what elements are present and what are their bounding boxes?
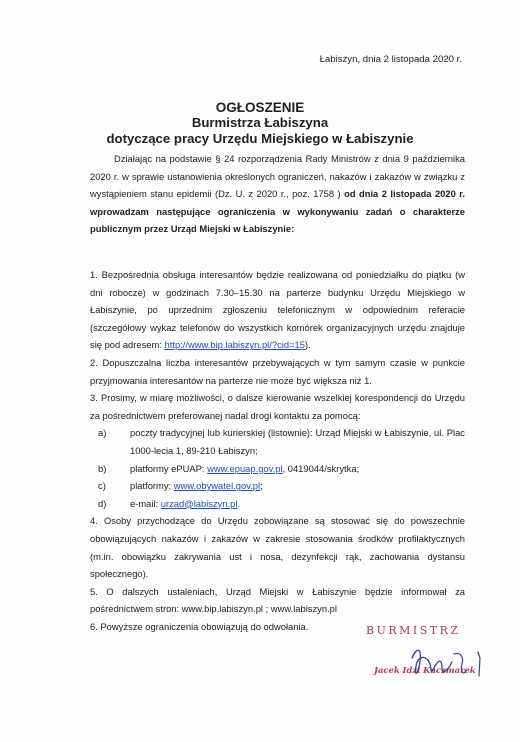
intro-plain-text: Działając na podstawie § 24 rozporządzenia Rady Ministrów z dnia 9 października 2020 r. w sprawie ustanowienia określonych ograniczeń, nakazów i zakazów w związku z wystąpieniem stanu epidemii (Dz. U. z 2020 r., poz. 1758 ) — [90, 153, 465, 200]
point-1-end: ). — [304, 339, 311, 351]
email-suffix: . — [237, 497, 241, 509]
sub-letter-d: d) — [98, 497, 107, 509]
heading-title: OGŁOSZENIE — [215, 100, 305, 115]
epuap-link[interactable]: www.epuap.gov.pl — [207, 462, 283, 474]
heading-subtitle-mayor: Burmistrza Łabiszyna — [191, 115, 329, 130]
email-link[interactable]: urzad@labiszyn.pl — [160, 497, 238, 509]
point-6: 6. Powyższe ograniczenia obowiązują do odwołania. — [90, 620, 309, 632]
contact-method-epuap — [98, 460, 465, 478]
mayor-stamp — [360, 618, 500, 688]
heading-subtitle-topic: dotyczące pracy Urzędu Miejskiego w Łabiszynie — [106, 130, 414, 146]
sub-letter-a: a) — [98, 427, 107, 439]
point-1-text: 1. Bezpośrednia obsługa interesantów będzie realizowana od poniedziałku do piątku (w dni robocze) w godzinach 7.30–15.30 na parterze budynku Urzędu Miejskiego w Łabiszynie, po uprzednim zgłoszeniu telefonicznym w odpowiednim referacie (szczegółowy wykaz telefonów do wszystkich komórek organizacyjnych urzędu znajduje się pod adresem: — [90, 269, 465, 351]
contact-method-mail-text: poczty tradycyjnej lub kurierskiej (listownie): Urząd Miejski w Łabiszynie, ul. Plac 1000-lecia 1, 89-210 Łabiszyn; — [130, 427, 465, 456]
point-2: 2. Dopuszczalna liczba interesantów przebywających w tym samym czasie w punkcie przyjmowania interesantów na parterze nie może być większa niż 1. — [90, 356, 465, 386]
points-list — [90, 266, 465, 635]
date-line: Łabiszyn, dnia 2 listopada 2020 r. — [319, 54, 462, 65]
stamp-title: BURMISTRZ — [366, 624, 461, 637]
contact-method-mail — [98, 424, 465, 459]
stamp-name: Jacek Idzi Kaczmarek — [374, 665, 476, 675]
sub-letter-c: c) — [98, 480, 106, 492]
point-3: 3. Prosimy, w miarę możliwości, o dalsze kierowanie wszelkiej korespondencji do Urzędu za pośrednictwem preferowanej nadal drogi kontaktu za pomocą: — [90, 392, 465, 421]
contact-methods-list — [90, 424, 465, 512]
sub-letter-b: b) — [98, 462, 107, 474]
email-label: e-mail: — [130, 497, 161, 509]
intro-bold-text: od dnia 2 listopada 2020 r. wprowadzam następujące ograniczenia w wykonywaniu zadań o charakterze publicznym przez Urząd Miejski w Łabiszynie: — [90, 188, 465, 235]
contact-method-email — [98, 495, 465, 513]
epuap-suffix: , 0419044/skrytka; — [282, 462, 360, 474]
contact-method-obywatel — [98, 477, 465, 495]
intro-paragraph — [90, 150, 465, 238]
point-4: 4. Osoby przychodzące do Urzędu zobowiązane są stosować się do powszechnie obowiązujących nakazów i zakazów w zakresie stosowania środków profilaktycznych (m.in. obowiązku zakrywania ust i nosa, dezynfekcji rąk, zachowania dystansu społecznego). — [90, 515, 465, 580]
obywatel-suffix: ; — [260, 480, 263, 492]
point-5: 5. O dalszych ustaleniach, Urząd Miejski w Łabiszynie będzie informował za pośrednictwem stron: www.bip.labiszyn.pl ; www.labiszyn.pl — [90, 585, 465, 615]
obywatel-link[interactable]: www.obywatel.gov.pl — [173, 480, 261, 492]
handwritten-signature — [360, 618, 500, 688]
obywatel-label: platformy: — [130, 480, 174, 492]
announcement-heading — [0, 100, 520, 146]
point-1 — [90, 266, 465, 354]
epuap-label: platformy ePUAP: — [130, 462, 208, 474]
bip-contacts-link[interactable]: http://www.bip.labiszyn.pl/?cid=15 — [164, 339, 305, 351]
